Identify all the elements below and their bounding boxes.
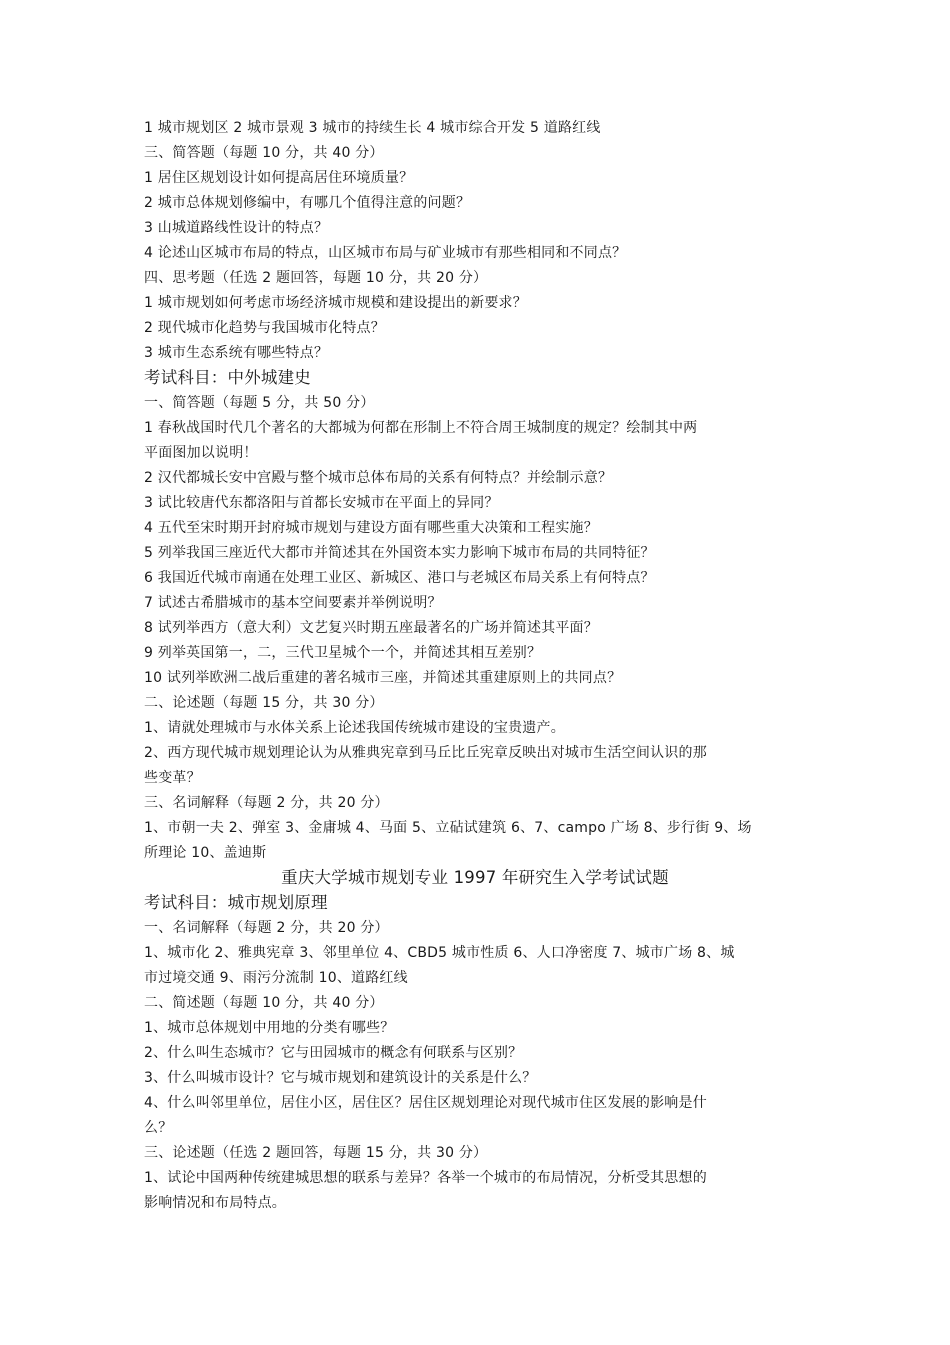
text-line: 1 城市规划如何考虑市场经济城市规模和建设提出的新要求？ — [144, 295, 527, 311]
text-line: 平面图加以说明！ — [144, 445, 258, 461]
text-line: 3 试比较唐代东都洛阳与首都长安城市在平面上的异同？ — [144, 495, 499, 511]
text-line: 么？ — [144, 1120, 173, 1136]
text-line: 1 居住区规划设计如何提高居住环境质量？ — [144, 170, 414, 186]
text-line: 2 现代城市化趋势与我国城市化特点？ — [144, 320, 385, 336]
exam-title: 重庆大学城市规划专业 1997 年研究生入学考试试题 — [281, 868, 669, 887]
text-line: 1、试论中国两种传统建城思想的联系与差异？各举一个城市的布局情况，分析受其思想的 — [144, 1170, 707, 1186]
section-heading: 四、思考题（任选 2 题回答，每题 10 分，共 20 分） — [144, 270, 488, 286]
text-line: 1、请就处理城市与水体关系上论述我国传统城市建设的宝贵遗产。 — [144, 720, 565, 736]
text-line: 2、西方现代城市规划理论认为从雅典宪章到马丘比丘宪章反映出对城市生活空间认识的那 — [144, 745, 707, 761]
text-line: 2 城市总体规划修编中，有哪几个值得注意的问题？ — [144, 195, 471, 211]
text-line: 10 试列举欧洲二战后重建的著名城市三座，并简述其重建原则上的共同点？ — [144, 670, 622, 686]
section-heading: 三、简答题（每题 10 分，共 40 分） — [144, 145, 384, 161]
text-line: 1 春秋战国时代几个著名的大都城为何都在形制上不符合周王城制度的规定？绘制其中两 — [144, 420, 698, 436]
text-line: 5 列举我国三座近代大都市并简述其在外国资本实力影响下城市布局的共同特征？ — [144, 545, 655, 561]
text-line: 1 城市规划区 2 城市景观 3 城市的持续生长 4 城市综合开发 5 道路红线 — [144, 120, 601, 136]
text-line: 3 城市生态系统有哪些特点？ — [144, 345, 329, 361]
section-heading: 一、简答题（每题 5 分，共 50 分） — [144, 395, 375, 411]
text-line: 7 试述古希腊城市的基本空间要素并举例说明？ — [144, 595, 442, 611]
text-line: 1、城市总体规划中用地的分类有哪些？ — [144, 1020, 395, 1036]
exam-subject-heading: 考试科目：中外城建史 — [144, 368, 311, 387]
text-line: 1、市朝一夫 2、弹室 3、金庸城 4、马面 5、立砧试建筑 6、7、campo 广场 8、步行街 9、场 — [144, 820, 752, 836]
text-line: 4 论述山区城市布局的特点，山区城市布局与矿业城市有那些相同和不同点？ — [144, 245, 627, 261]
text-line: 影响情况和布局特点。 — [144, 1195, 286, 1211]
text-line: 9 列举英国第一，二，三代卫星城个一个，并简述其相互差别？ — [144, 645, 542, 661]
text-line: 2 汉代都城长安中宫殿与整个城市总体布局的关系有何特点？并绘制示意？ — [144, 470, 613, 486]
text-line: 3、什么叫城市设计？它与城市规划和建筑设计的关系是什么？ — [144, 1070, 537, 1086]
section-heading: 三、名词解释（每题 2 分，共 20 分） — [144, 795, 389, 811]
text-line: 所理论 10、盖迪斯 — [144, 845, 267, 861]
text-line: 8 试列举西方（意大利）文艺复兴时期五座最著名的广场并简述其平面？ — [144, 620, 598, 636]
text-line: 4 五代至宋时期开封府城市规划与建设方面有哪些重大决策和工程实施？ — [144, 520, 598, 536]
text-line: 6 我国近代城市南通在处理工业区、新城区、港口与老城区布局关系上有何特点？ — [144, 570, 655, 586]
text-line: 4、什么叫邻里单位，居住小区，居住区？居住区规划理论对现代城市住区发展的影响是什 — [144, 1095, 707, 1111]
text-line: 1、城市化 2、雅典宪章 3、邻里单位 4、CBD5 城市性质 6、人口净密度 7、城市广场 8、城 — [144, 945, 735, 961]
text-line: 些变革？ — [144, 770, 201, 786]
section-heading: 三、论述题（任选 2 题回答，每题 15 分，共 30 分） — [144, 1145, 488, 1161]
text-line: 3 山城道路线性设计的特点？ — [144, 220, 329, 236]
text-line: 2、什么叫生态城市？它与田园城市的概念有何联系与区别？ — [144, 1045, 523, 1061]
section-heading: 二、简述题（每题 10 分，共 40 分） — [144, 995, 384, 1011]
text-line: 市过境交通 9、雨污分流制 10、道路红线 — [144, 970, 408, 986]
section-heading: 二、论述题（每题 15 分，共 30 分） — [144, 695, 384, 711]
section-heading: 一、名词解释（每题 2 分，共 20 分） — [144, 920, 389, 936]
exam-subject-heading: 考试科目：城市规划原理 — [144, 893, 328, 912]
